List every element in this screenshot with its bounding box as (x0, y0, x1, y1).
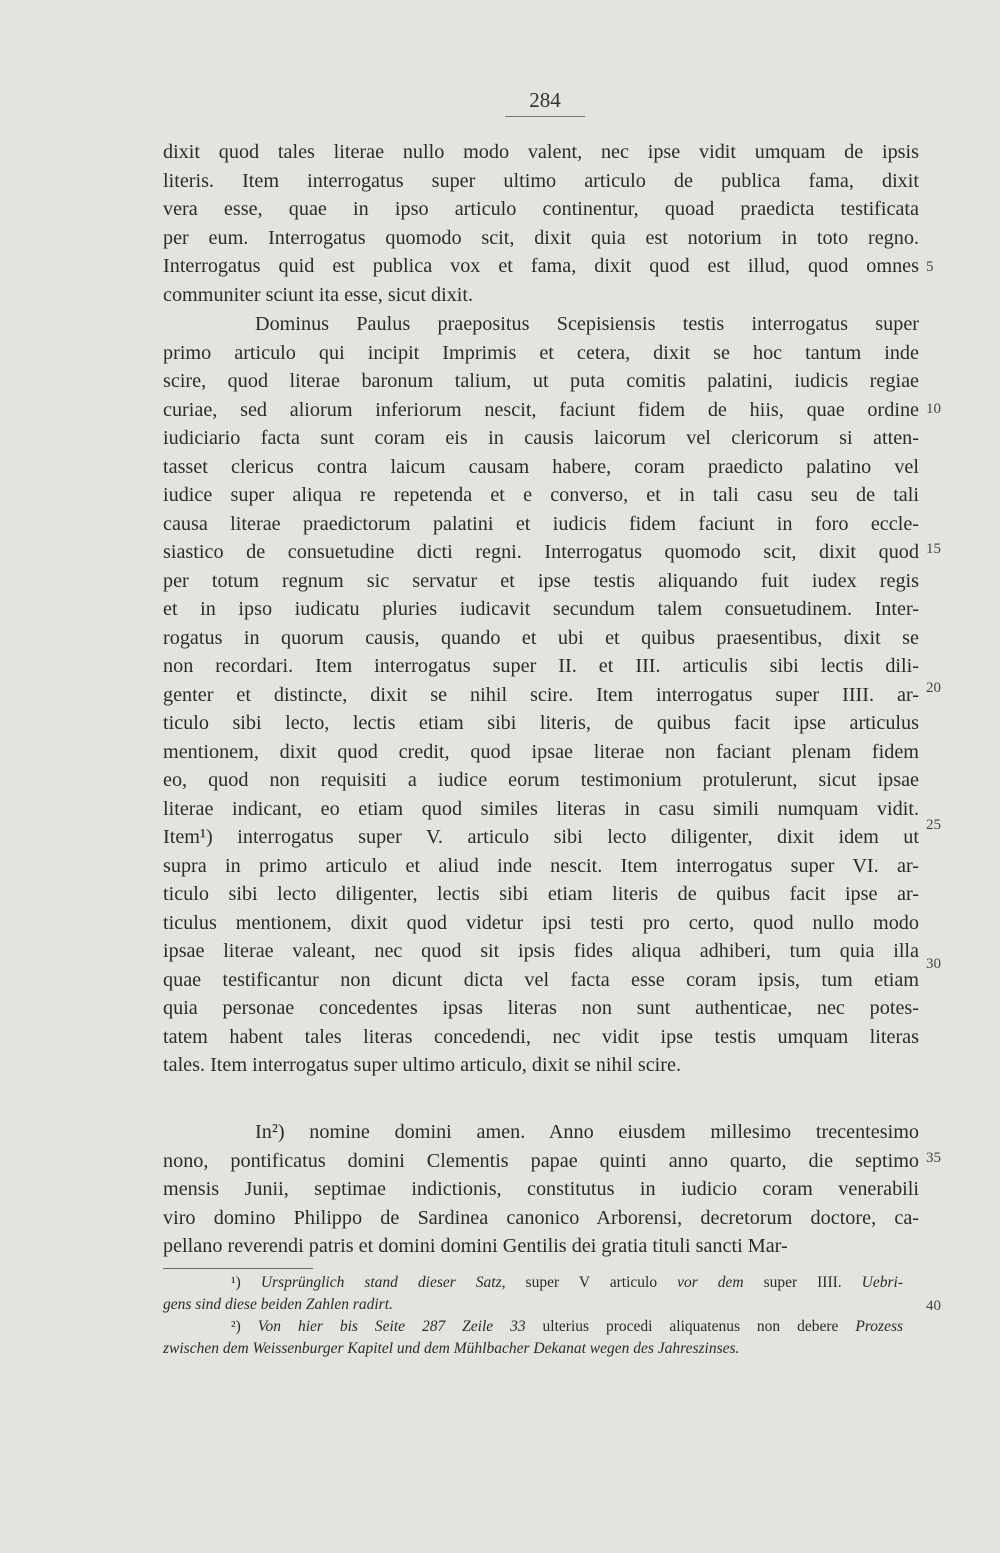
text-line: scire, quod literae baronum talium, ut puta comitis palatini, iudicis regiae (163, 370, 919, 392)
text-line: Interrogatus quid est publica vox et fama, dixit quod est illud, quod omnes (163, 255, 919, 277)
text-line: literae indicant, eo etiam quod similes literas in casu simili numquam vidit. (163, 797, 919, 820)
line-number-10: 10 (926, 401, 941, 417)
paragraph-2 (163, 310, 919, 1080)
text-line: nono, pontificatus domini Clementis papae quinti anno quarto, die septimo (163, 1149, 919, 1172)
footnote-1-text-a: Ursprünglich stand dieser Satz, (260, 1274, 506, 1291)
text-line: iudiciario facta sunt coram eis in causis laicorum vel clericorum si atten- (163, 427, 919, 449)
text-line: genter et distincte, dixit se nihil scire. Item interrogatus super IIII. ar- (163, 683, 919, 706)
text-line: In²) nomine domini amen. Anno eiusdem millesimo trecentesimo (255, 1121, 919, 1143)
text-line: mensis Junii, septimae indictionis, constitutus in iudicio coram venerabili (163, 1178, 919, 1200)
text-line: primo articulo qui incipit Imprimis et cetera, dixit se hoc tantum inde (163, 341, 919, 364)
text-line: quia personae concedentes ipsas literas non sunt authenticae, nec potes- (163, 997, 919, 1019)
text-line: per totum regnum sic servatur et ipse testis aliquando fuit iudex regis (163, 569, 919, 592)
footnote-2-marker: ²) (231, 1318, 241, 1335)
text-line: tales. Item interrogatus super ultimo articulo, dixit se nihil scire. (163, 1054, 682, 1076)
footnote-1-text-e: Uebri- (861, 1274, 903, 1291)
text-line: Item¹) interrogatus super V. articulo sibi lecto diligenter, dixit idem ut (163, 826, 919, 848)
footnote-2-line-2: zwischen dem Weissenburger Kapitel und dem Mühlbacher Dekanat wegen des Jahreszinses. (163, 1340, 740, 1357)
text-line: iudice super aliqua re repetenda et e converso, et in tali casu seu de tali (163, 484, 919, 506)
line-number-30: 30 (926, 956, 941, 972)
text-line: per eum. Interrogatus quomodo scit, dixit quia est notorium in toto regno. (163, 226, 919, 249)
paragraph-1 (163, 138, 919, 309)
text-line: communiter sciunt ita esse, sicut dixit. (163, 283, 474, 306)
text-line: causa literae praedictorum palatini et iudicis fidem faciunt in foro eccle- (163, 512, 919, 535)
paragraph-3 (163, 1118, 919, 1261)
text-line: Dominus Paulus praepositus Scepisiensis testis interrogatus super (255, 313, 919, 335)
line-number-15: 15 (926, 541, 941, 557)
footnote-2-line-1 (163, 1316, 903, 1338)
footnote-1-line-2: gens sind diese beiden Zahlen radirt. (163, 1296, 393, 1313)
text-line: literis. Item interrogatus super ultimo articulo de publica fama, dixit (163, 169, 919, 192)
text-line: pellano reverendi patris et domini domini Gentilis dei gratia tituli sancti Mar- (163, 1235, 788, 1257)
text-line: quae testificantur non dicunt dicta vel facta esse coram ipsis, tum etiam (163, 968, 919, 991)
page-number-rule (505, 116, 585, 117)
text-line: mentionem, dixit quod credit, quod ipsae literae non faciant plenam fidem (163, 740, 919, 763)
footnote-1-text-d: super IIII. (763, 1274, 842, 1291)
text-line: dixit quod tales literae nullo modo valent, nec ipse vidit umquam de ipsis (163, 141, 919, 163)
line-number-40: 40 (926, 1298, 941, 1314)
line-number-25: 25 (926, 817, 941, 833)
text-line: ipsae literae valeant, nec quod sit ipsis fides aliqua adhiberi, tum quia illa (163, 940, 919, 962)
footnote-2-text-b: ulterius procedi aliquatenus non debere (542, 1318, 839, 1335)
text-line: curiae, sed aliorum inferiorum nescit, faciunt fidem de hiis, quae ordine (163, 398, 919, 421)
footnote-2-text-c: Prozess (855, 1318, 904, 1335)
text-line: viro domino Philippo de Sardinea canonico Arborensi, decretorum doctore, ca- (163, 1206, 919, 1229)
text-line: vera esse, quae in ipso articulo continentur, quoad praedicta testificata (163, 198, 919, 220)
page-number: 284 (529, 88, 561, 112)
text-line: supra in primo articulo et aliud inde nescit. Item interrogatus super VI. ar- (163, 854, 919, 877)
text-line: rogatus in quorum causis, quando et ubi et quibus praesentibus, dixit se (163, 626, 919, 649)
text-line: eo, quod non requisiti a iudice eorum testimonium protulerunt, sicut ipsae (163, 769, 919, 791)
text-line: et in ipso iudicatu pluries iudicavit secundum talem consuetudinem. Inter- (163, 598, 919, 620)
footnote-1-text-c: vor dem (677, 1274, 744, 1291)
text-line: tasset clericus contra laicum causam habere, coram praedicto palatino vel (163, 455, 919, 478)
footnote-1-line-1 (163, 1272, 903, 1294)
footnote-1-text-b: super V articulo (525, 1274, 658, 1291)
text-line: ticulo sibi lecto, lectis etiam sibi literis, de quibus facit ipse articulus (163, 712, 919, 734)
line-number-20: 20 (926, 680, 941, 696)
text-line: siastico de consuetudine dicti regni. Interrogatus quomodo scit, dixit quod (163, 541, 919, 563)
text-line: tatem habent tales literas concedendi, nec vidit ipse testis umquam literas (163, 1025, 919, 1048)
line-number-35: 35 (926, 1150, 941, 1166)
footnote-2-text-a: Von hier bis Seite 287 Zeile 33 (257, 1318, 526, 1335)
text-line: non recordari. Item interrogatus super II. et III. articulis sibi lectis dili- (163, 655, 919, 677)
footnotes (163, 1272, 903, 1360)
footnote-1-marker: ¹) (231, 1274, 241, 1291)
text-line: ticulo sibi lecto diligenter, lectis sibi etiam literis de quibus facit ipse ar- (163, 883, 919, 905)
text-line: ticulus mentionem, dixit quod videtur ipsi testi pro certo, quod nullo modo (163, 911, 919, 934)
line-number-5: 5 (926, 259, 934, 275)
footnote-separator (163, 1268, 313, 1269)
